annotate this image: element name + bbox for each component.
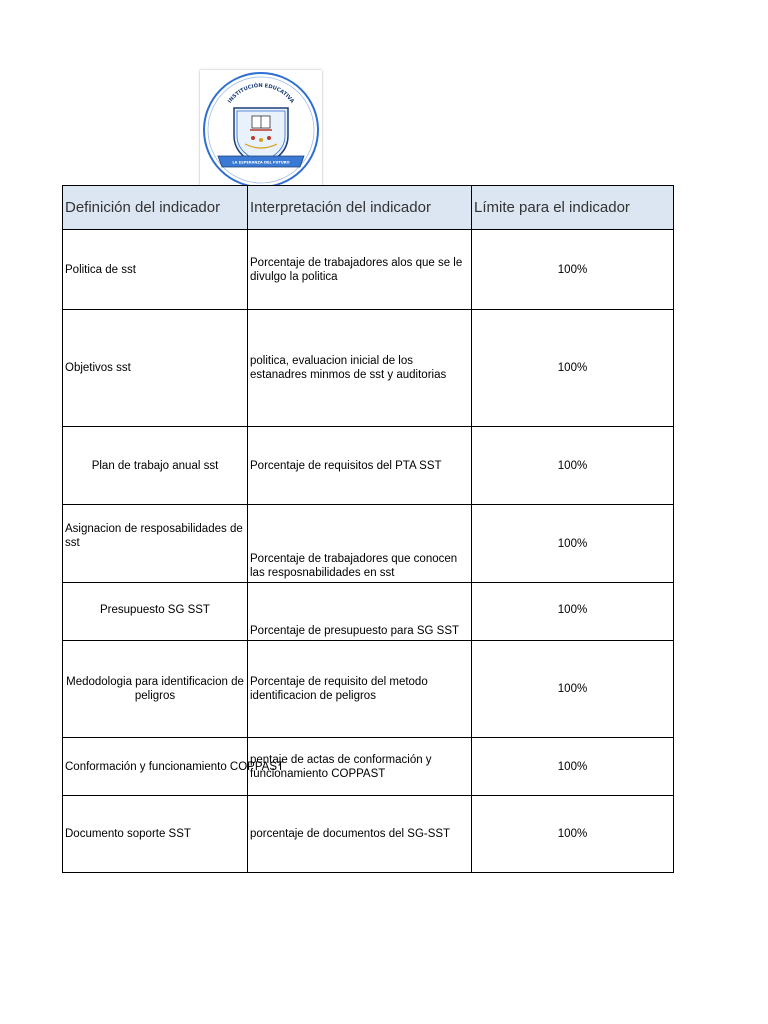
row-limit: 100% [472, 641, 674, 738]
row-definition: Objetivos sst [63, 310, 248, 427]
row-limit: 100% [472, 583, 674, 641]
row-interpretation: Porcentaje de trabajadores que conocen las resposnabilidades en sst [248, 505, 472, 583]
row-definition: Presupuesto SG SST [63, 583, 248, 641]
table-row [63, 583, 674, 641]
row-limit: 100% [472, 505, 674, 583]
header-definicion: Definición del indicador [63, 186, 248, 230]
row-interpretation: porcentaje de documentos del SG-SST [248, 796, 472, 873]
table-row [63, 505, 674, 583]
row-interpretation: Porcentaje de presupuesto para SG SST [248, 583, 472, 641]
row-limit: 100% [472, 738, 674, 796]
row-definition: Plan de trabajo anual sst [63, 427, 248, 505]
svg-text:LA ESPERANZA DEL FUTURO: LA ESPERANZA DEL FUTURO [232, 160, 290, 165]
row-definition: Documento soporte SST [63, 796, 248, 873]
table-header-row [63, 186, 674, 230]
row-limit: 100% [472, 796, 674, 873]
table-row [63, 796, 674, 873]
school-crest-icon [200, 70, 322, 190]
row-interpretation: Porcentaje de trabajadores alos que se le divulgo la politica [248, 230, 472, 310]
svg-text:INSTITUCIÓN EDUCATIVA: INSTITUCIÓN EDUCATIVA [227, 82, 295, 105]
row-limit: 100% [472, 310, 674, 427]
institution-logo [200, 70, 322, 190]
header-interpretacion: Interpretación del indicador [248, 186, 472, 230]
table-row [63, 310, 674, 427]
header-limite: Límite para el indicador [472, 186, 674, 230]
row-definition: Medodologia para identificacion de peligros [63, 641, 248, 738]
row-interpretation: Porcentaje de requisitos del PTA SST [248, 427, 472, 505]
row-interpretation: pentaje de actas de conformación y funcionamiento COPPAST [248, 738, 472, 796]
table-row [63, 641, 674, 738]
table-row [63, 427, 674, 505]
row-limit: 100% [472, 230, 674, 310]
table-row [63, 230, 674, 310]
row-interpretation: politica, evaluacion inicial de los estanadres minmos de sst y auditorias [248, 310, 472, 427]
table-row [63, 738, 674, 796]
row-limit: 100% [472, 427, 674, 505]
row-definition: Politica de sst [63, 230, 248, 310]
row-interpretation: Porcentaje de requisito del metodo identificacion de peligros [248, 641, 472, 738]
row-definition: Conformación y funcionamiento COPPAST [63, 738, 248, 796]
row-definition: Asignacion de resposabilidades de sst [63, 505, 248, 583]
indicators-table [62, 185, 674, 873]
